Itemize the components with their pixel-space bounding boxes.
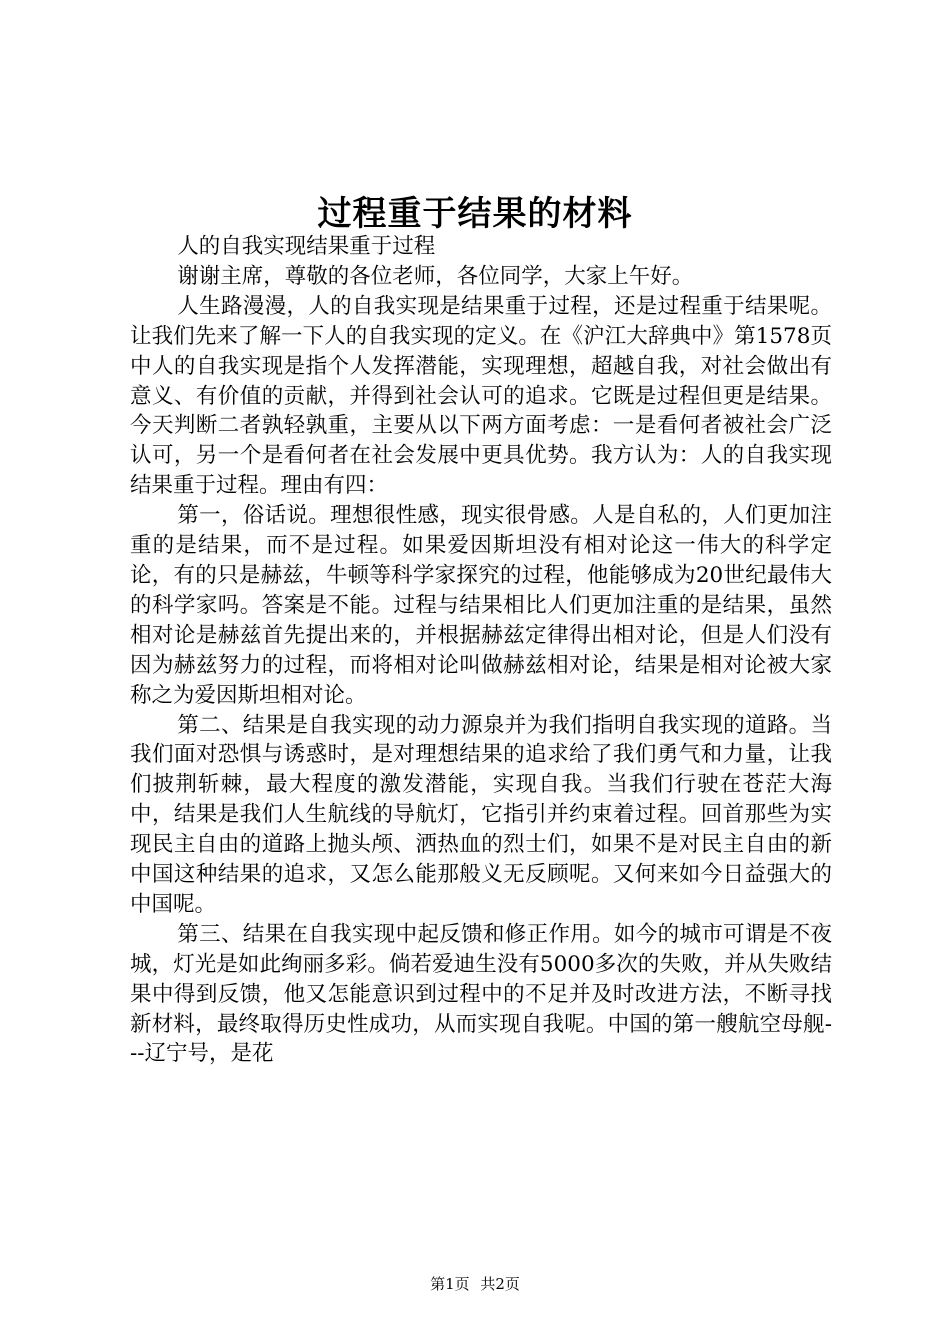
paragraph-subtitle: 人的自我实现结果重于过程 [177,234,436,259]
paragraph-greeting: 谢谢主席，尊敬的各位老师，各位同学，大家上午好。 [177,263,694,289]
page-footer [0,1273,950,1294]
paragraph-point-1: 第一，俗话说。理想很性感，现实很骨感。人是自私的，人们更加注重的是结果，而不是过程。如果爱因斯坦没有相对论这一伟大的科学定论，有的只是赫兹，牛顿等科学家探究的过程，他能够成为20世纪最伟大的科学家吗。答案是不能。过程与结果相比人们更加注重的是结果，虽然相对论是赫兹首先提出来的，并根据赫兹定律得出相对论，但是人们没有因为赫兹努力的过程，而将相对论叫做赫兹相对论，结果是相对论被大家称之为爱因斯坦相对论。 [130,503,832,708]
page-total: 共2页 [480,1275,520,1293]
paragraph-point-2: 第二、结果是自我实现的动力源泉并为我们指明自我实现的道路。当我们面对恐惧与诱惑时，是对理想结果的追求给了我们勇气和力量，让我们披荆斩棘，最大程度的激发潜能，实现自我。当我们行驶在苍茫大海中，结果是我们人生航线的导航灯，它指引并约束着过程。回首那些为实现民主自由的道路上抛头颅、洒热血的烈士们，如果不是对民主自由的新中国这种结果的追求，又怎么能那般义无反顾呢。又何来如今日益强大的中国呢。 [130,712,832,917]
paragraph-intro: 人生路漫漫，人的自我实现是结果重于过程，还是过程重于结果呢。让我们先来了解一下人的自我实现的定义。在《沪江大辞典中》第1578页中人的自我实现是指个人发挥潜能，实现理想，超越自我，对社会做出有意义、有价值的贡献，并得到社会认可的追求。它既是过程但更是结果。今天判断二者孰轻孰重，主要从以下两方面考虑：一是看何者被社会广泛认可，另一个是看何者在社会发展中更具优势。我方认为：人的自我实现结果重于过程。理由有四： [130,293,832,499]
page-number: 第1页 [430,1275,470,1293]
document-body [130,232,832,1069]
document-title: 过程重于结果的材料 [317,194,633,234]
paragraph-point-3: 第三、结果在自我实现中起反馈和修正作用。如今的城市可谓是不夜城，灯光是如此绚丽多彩。倘若爱迪生没有5000多次的失败，并从失败结果中得到反馈，他又怎能意识到过程中的不足并及时改进方法，不断寻找新材料，最终取得历史性成功，从而实现自我呢。中国的第一艘航空母舰---辽宁号，是花 [130,921,832,1067]
